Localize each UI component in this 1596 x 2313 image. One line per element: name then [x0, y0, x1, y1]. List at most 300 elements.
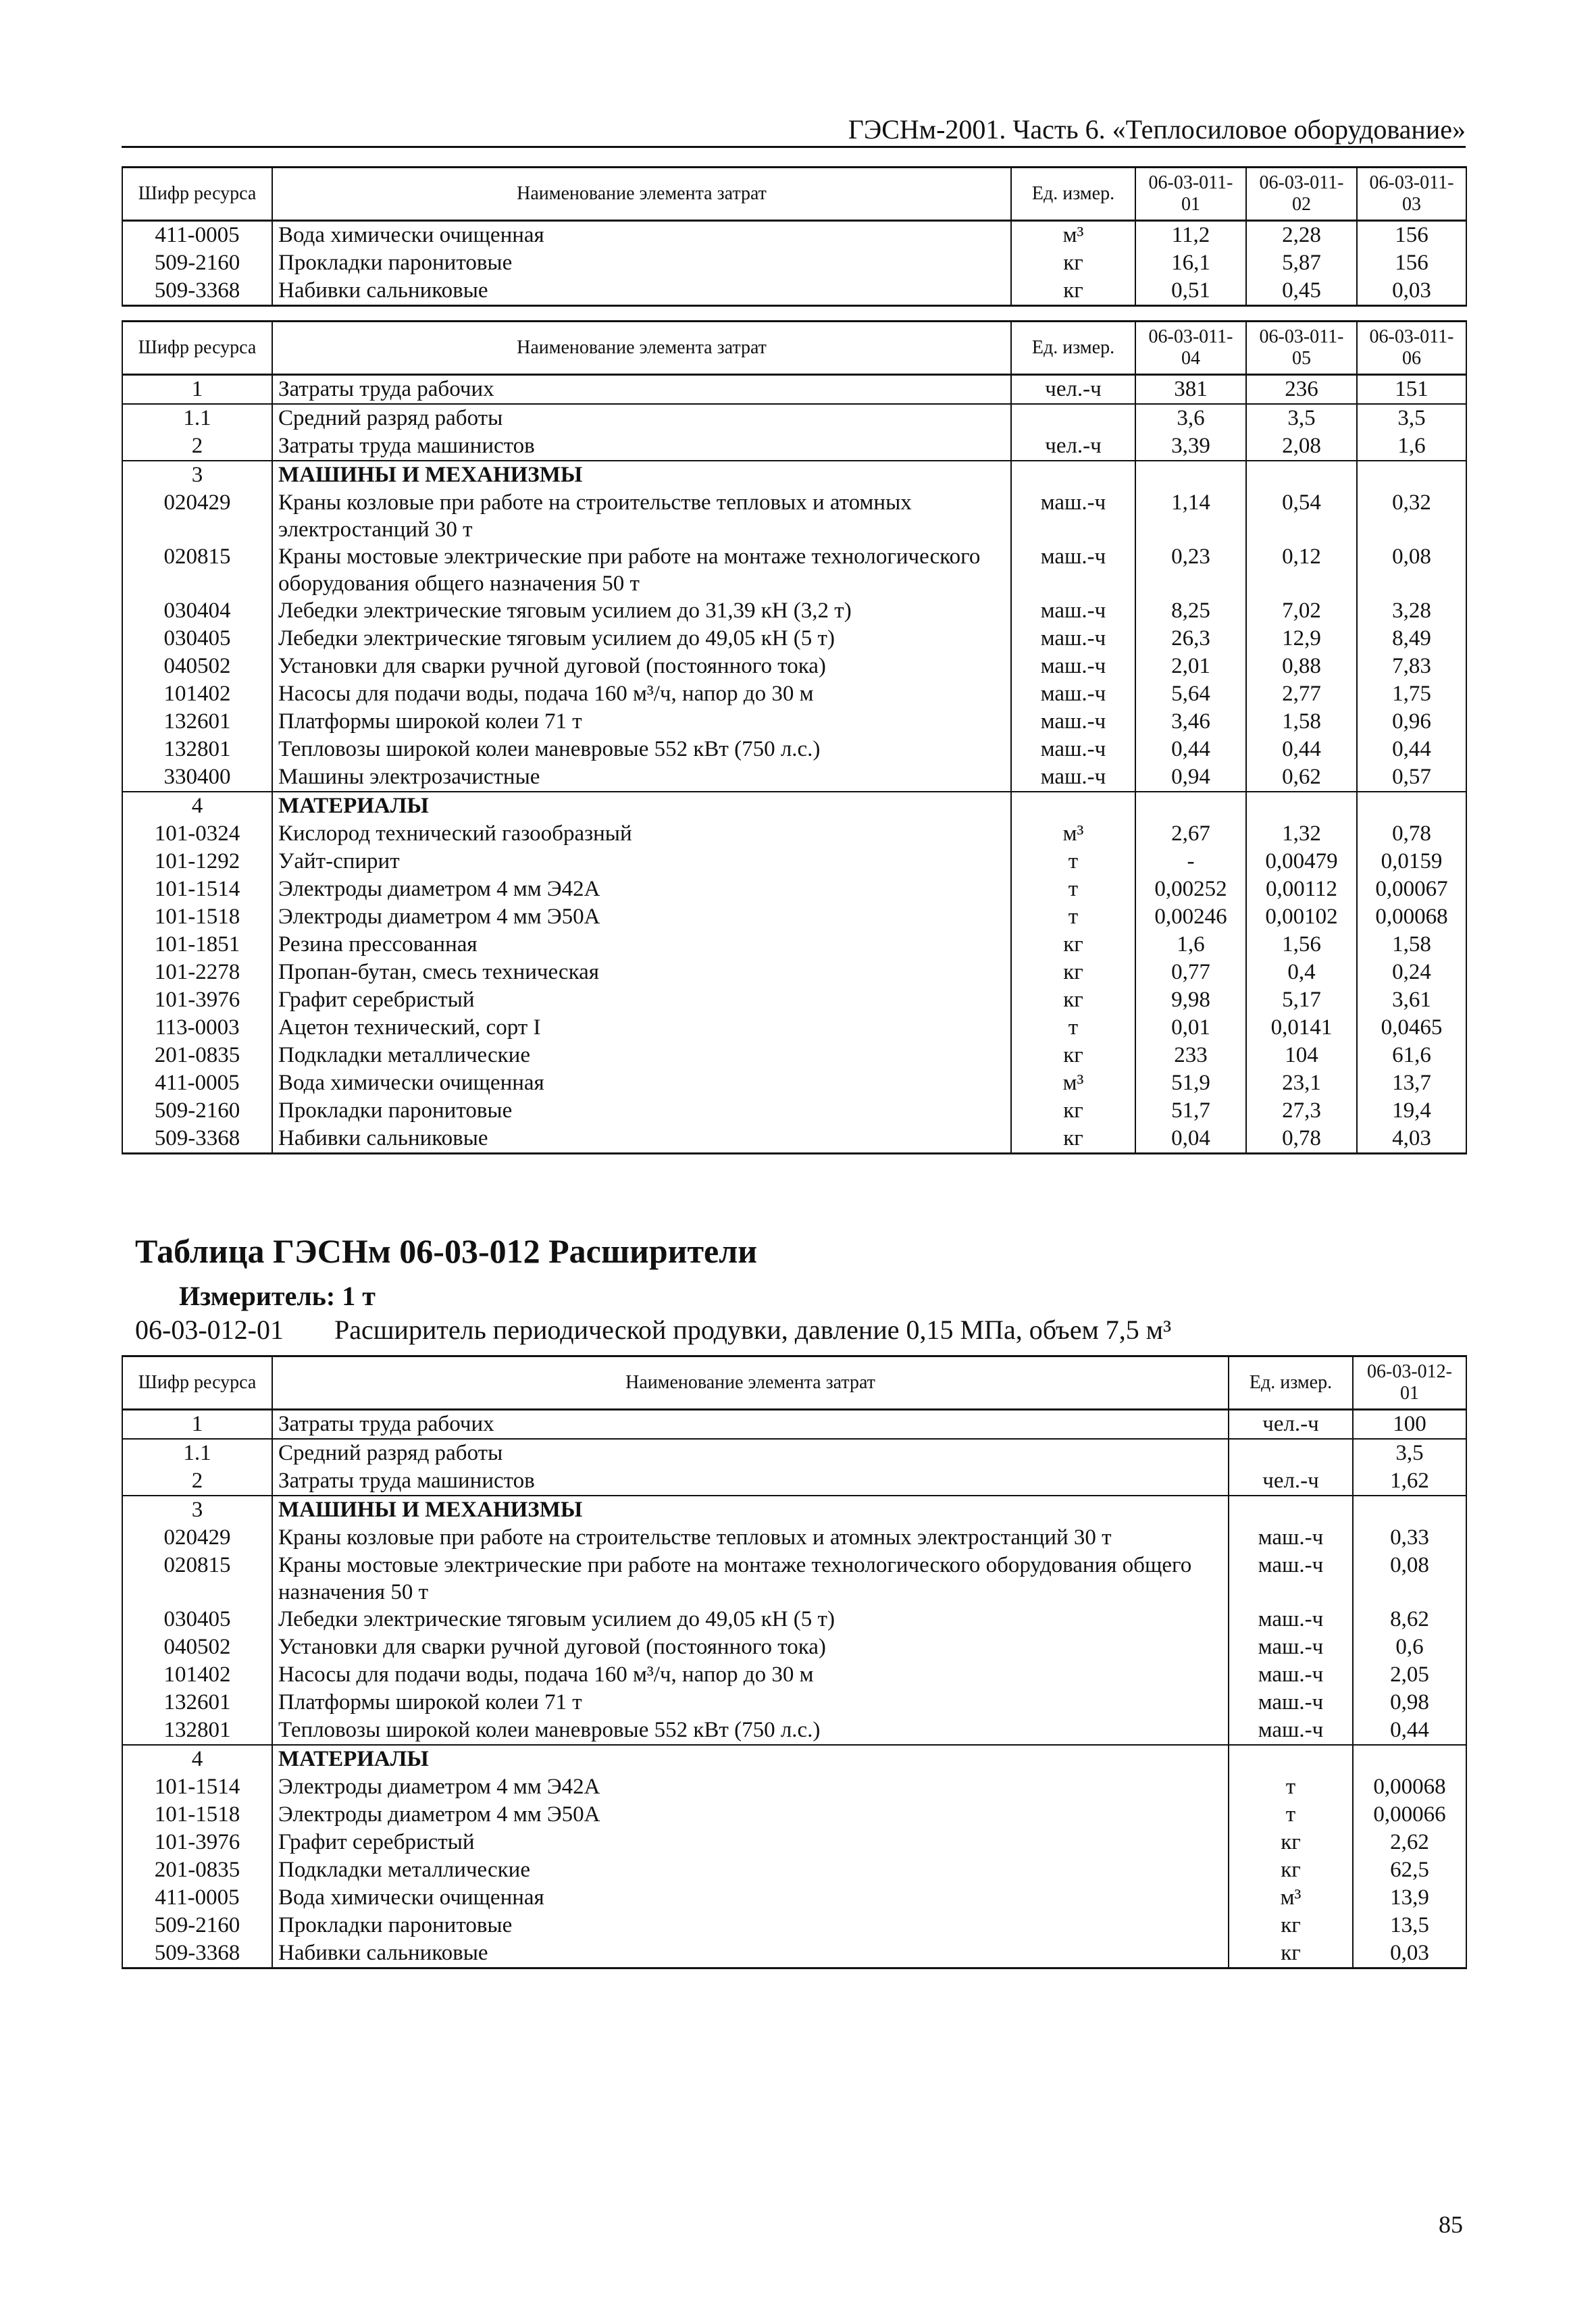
cell-name: Вода химически очищенная: [272, 1069, 1011, 1097]
cell-value: 0,0141: [1246, 1014, 1357, 1042]
cell-name: Платформы широкой колеи 71 т: [272, 708, 1011, 736]
table-row: [122, 903, 1466, 931]
column-header-code: Шифр ресурса: [122, 322, 272, 375]
cell-name: Электроды диаметром 4 мм Э42А: [272, 1773, 1229, 1801]
cell-name: Тепловозы широкой колеи маневровые 552 кВт (750 л.с.): [272, 1717, 1229, 1745]
cell-name: Прокладки паронитовые: [272, 1097, 1011, 1125]
cell-value: 62,5: [1353, 1856, 1466, 1884]
cell-code: 101-1518: [122, 1801, 272, 1829]
cell-name: Кислород технический газообразный: [272, 820, 1011, 848]
table-row: [122, 1606, 1466, 1633]
column-header-rate: 06-03-011-03: [1357, 168, 1466, 221]
cell-unit: т: [1011, 903, 1135, 931]
cell-value: 3,5: [1246, 404, 1357, 432]
column-header-code: Шифр ресурса: [122, 168, 272, 221]
cell-name: Прокладки паронитовые: [272, 1912, 1229, 1939]
cell-name: Графит серебристый: [272, 986, 1011, 1014]
cell-value: 27,3: [1246, 1097, 1357, 1125]
cell-unit: чел.-ч: [1011, 375, 1135, 405]
cell-value: 9,98: [1135, 986, 1246, 1014]
table-row: [122, 1773, 1466, 1801]
cell-unit: [1011, 461, 1135, 489]
table-row: [122, 959, 1466, 986]
cell-code: 411-0005: [122, 1884, 272, 1912]
table-row: [122, 1829, 1466, 1856]
cell-value: 0,03: [1353, 1939, 1466, 1968]
cell-code: 201-0835: [122, 1042, 272, 1069]
cell-value: 51,7: [1135, 1097, 1246, 1125]
cell-unit: чел.-ч: [1229, 1410, 1353, 1440]
column-header-code: Шифр ресурса: [122, 1356, 272, 1410]
cell-value: 1,62: [1353, 1467, 1466, 1496]
cell-value: 5,87: [1246, 249, 1357, 277]
page-number: 85: [1439, 2211, 1463, 2238]
cell-value: 0,44: [1357, 736, 1466, 763]
table-row: [122, 1939, 1466, 1968]
cell-value: 12,9: [1246, 625, 1357, 653]
cell-value: 3,61: [1357, 986, 1466, 1014]
table-row: [122, 543, 1466, 597]
cell-name: МАШИНЫ И МЕХАНИЗМЫ: [272, 461, 1011, 489]
cell-name: Насосы для подачи воды, подача 160 м³/ч, напор до 30 м: [272, 680, 1011, 708]
cell-name: Вода химически очищенная: [272, 1884, 1229, 1912]
table-title: Таблица ГЭСНм 06-03-012 Расширители: [135, 1232, 758, 1270]
table-row: [122, 1125, 1466, 1154]
cell-value: 0,00068: [1357, 903, 1466, 931]
table-row: [122, 1439, 1466, 1467]
cell-unit: маш.-ч: [1229, 1689, 1353, 1717]
cell-value: 0,78: [1246, 1125, 1357, 1154]
cell-name: МАТЕРИАЛЫ: [272, 1745, 1229, 1773]
cell-value: 236: [1246, 375, 1357, 405]
header-row: [122, 168, 1466, 221]
cell-value: 0,0159: [1357, 848, 1466, 875]
cell-value: 2,05: [1353, 1661, 1466, 1689]
cell-value: 0,00067: [1357, 875, 1466, 903]
cell-value: 0,51: [1135, 277, 1246, 306]
table-row: [122, 931, 1466, 959]
cell-unit: маш.-ч: [1229, 1552, 1353, 1606]
cell-unit: кг: [1229, 1829, 1353, 1856]
cell-value: 1,56: [1246, 931, 1357, 959]
column-header-unit: Ед. измер.: [1011, 322, 1135, 375]
cell-unit: чел.-ч: [1011, 432, 1135, 461]
cell-code: 1: [122, 375, 272, 405]
cell-value: 3,39: [1135, 432, 1246, 461]
table-row: [122, 1801, 1466, 1829]
cell-unit: [1229, 1745, 1353, 1773]
cell-code: 509-2160: [122, 1097, 272, 1125]
cell-value: 0,03: [1357, 277, 1466, 306]
cell-value: 1,75: [1357, 680, 1466, 708]
cell-value: 11,2: [1135, 221, 1246, 250]
cell-value: 8,25: [1135, 597, 1246, 625]
cell-code: 020815: [122, 1552, 272, 1606]
cell-unit: чел.-ч: [1229, 1467, 1353, 1496]
cell-code: 113-0003: [122, 1014, 272, 1042]
cell-value: 2,28: [1246, 221, 1357, 250]
cell-code: 2: [122, 432, 272, 461]
cell-value: 3,46: [1135, 708, 1246, 736]
cell-unit: маш.-ч: [1011, 597, 1135, 625]
cell-name: Платформы широкой колеи 71 т: [272, 1689, 1229, 1717]
cell-value: 8,49: [1357, 625, 1466, 653]
cell-value: 0,00102: [1246, 903, 1357, 931]
cell-code: 101-0324: [122, 820, 272, 848]
cell-code: 020815: [122, 543, 272, 597]
column-header-unit: Ед. измер.: [1229, 1356, 1353, 1410]
cell-name: Машины электрозачистные: [272, 763, 1011, 792]
cell-value: [1246, 461, 1357, 489]
cell-unit: кг: [1011, 1097, 1135, 1125]
cell-value: 1,6: [1357, 432, 1466, 461]
cell-value: 0,6: [1353, 1633, 1466, 1661]
table-row: [122, 1689, 1466, 1717]
cell-value: 2,62: [1353, 1829, 1466, 1856]
cell-name: Электроды диаметром 4 мм Э50А: [272, 903, 1011, 931]
cell-value: 1,32: [1246, 820, 1357, 848]
table-row: [122, 221, 1466, 250]
cell-value: 13,7: [1357, 1069, 1466, 1097]
cell-value: 2,08: [1246, 432, 1357, 461]
table-row: [122, 1552, 1466, 1606]
cell-value: 156: [1357, 249, 1466, 277]
cell-value: 0,00252: [1135, 875, 1246, 903]
cell-value: 7,02: [1246, 597, 1357, 625]
cell-value: 1,58: [1246, 708, 1357, 736]
cell-value: [1353, 1496, 1466, 1524]
cell-name: Лебедки электрические тяговым усилием до 49,05 кН (5 т): [272, 1606, 1229, 1633]
cell-code: 132601: [122, 1689, 272, 1717]
cell-code: 101-1292: [122, 848, 272, 875]
cell-unit: м³: [1011, 1069, 1135, 1097]
cell-value: 0,08: [1357, 543, 1466, 597]
cell-unit: кг: [1011, 277, 1135, 306]
cell-value: [1135, 461, 1246, 489]
cell-name: Прокладки паронитовые: [272, 249, 1011, 277]
table-row: [122, 1097, 1466, 1125]
table-row: [122, 1912, 1466, 1939]
cell-value: 0,00479: [1246, 848, 1357, 875]
meter-label: Измеритель: 1 т: [179, 1281, 376, 1311]
table-row: [122, 1496, 1466, 1524]
cell-unit: маш.-ч: [1011, 736, 1135, 763]
table-row: [122, 653, 1466, 680]
table-row: [122, 986, 1466, 1014]
cell-value: 2,01: [1135, 653, 1246, 680]
cell-value: [1357, 461, 1466, 489]
cell-unit: маш.-ч: [1229, 1524, 1353, 1552]
cell-code: 040502: [122, 653, 272, 680]
cell-value: 0,45: [1246, 277, 1357, 306]
cell-value: 13,9: [1353, 1884, 1466, 1912]
cell-value: 5,64: [1135, 680, 1246, 708]
cell-code: 411-0005: [122, 1069, 272, 1097]
cell-unit: кг: [1011, 931, 1135, 959]
cell-name: Тепловозы широкой колеи маневровые 552 кВт (750 л.с.): [272, 736, 1011, 763]
cell-code: 101-1514: [122, 875, 272, 903]
table-row: [122, 792, 1466, 820]
cell-unit: маш.-ч: [1011, 625, 1135, 653]
table-row: [122, 1524, 1466, 1552]
cell-unit: маш.-ч: [1011, 543, 1135, 597]
header-rule: [122, 146, 1466, 148]
table-row: [122, 680, 1466, 708]
cell-value: [1246, 792, 1357, 820]
cell-value: 3,6: [1135, 404, 1246, 432]
cell-name: Лебедки электрические тяговым усилием до 31,39 кН (3,2 т): [272, 597, 1011, 625]
cell-name: Пропан-бутан, смесь техническая: [272, 959, 1011, 986]
column-header-name: Наименование элемента затрат: [272, 168, 1011, 221]
cell-code: 509-3368: [122, 1939, 272, 1968]
cell-unit: кг: [1229, 1912, 1353, 1939]
table-row: [122, 820, 1466, 848]
table-row: [122, 461, 1466, 489]
cell-value: 3,5: [1353, 1439, 1466, 1467]
running-header: ГЭСНм-2001. Часть 6. «Теплосиловое оборудование»: [848, 114, 1466, 145]
cell-unit: маш.-ч: [1229, 1633, 1353, 1661]
table-row: [122, 597, 1466, 625]
cell-value: 0,78: [1357, 820, 1466, 848]
resource-table-011-04-06: [122, 320, 1467, 1154]
table-row: [122, 1745, 1466, 1773]
table-row: [122, 875, 1466, 903]
cell-value: 233: [1135, 1042, 1246, 1069]
cell-name: Графит серебристый: [272, 1829, 1229, 1856]
cell-code: 4: [122, 1745, 272, 1773]
cell-value: 104: [1246, 1042, 1357, 1069]
cell-name: Вода химически очищенная: [272, 221, 1011, 250]
cell-name: Затраты труда рабочих: [272, 1410, 1229, 1440]
cell-value: 2,77: [1246, 680, 1357, 708]
table-row: [122, 249, 1466, 277]
cell-unit: т: [1011, 1014, 1135, 1042]
cell-name: Резина прессованная: [272, 931, 1011, 959]
cell-code: 030405: [122, 625, 272, 653]
table-row: [122, 1069, 1466, 1097]
column-header-rate: 06-03-012-01: [1353, 1356, 1466, 1410]
cell-value: -: [1135, 848, 1246, 875]
cell-name: Лебедки электрические тяговым усилием до 49,05 кН (5 т): [272, 625, 1011, 653]
cell-name: Насосы для подачи воды, подача 160 м³/ч, напор до 30 м: [272, 1661, 1229, 1689]
resource-table-011-01-03: [122, 166, 1467, 307]
cell-unit: кг: [1011, 959, 1135, 986]
cell-value: 13,5: [1353, 1912, 1466, 1939]
cell-unit: т: [1229, 1801, 1353, 1829]
item-desc: Расширитель периодической продувки, давление 0,15 МПа, объем 7,5 м³: [334, 1315, 1172, 1345]
table-body: [122, 168, 1466, 306]
cell-value: 51,9: [1135, 1069, 1246, 1097]
column-header-name: Наименование элемента затрат: [272, 322, 1011, 375]
cell-code: 1.1: [122, 1439, 272, 1467]
cell-unit: маш.-ч: [1229, 1717, 1353, 1745]
cell-value: 0,00066: [1353, 1801, 1466, 1829]
cell-unit: кг: [1011, 249, 1135, 277]
cell-value: 26,3: [1135, 625, 1246, 653]
cell-unit: маш.-ч: [1229, 1606, 1353, 1633]
cell-value: 0,00246: [1135, 903, 1246, 931]
cell-value: 0,44: [1246, 736, 1357, 763]
item-description: [135, 1314, 1171, 1346]
cell-value: 0,4: [1246, 959, 1357, 986]
cell-code: 020429: [122, 1524, 272, 1552]
cell-name: Подкладки металлические: [272, 1856, 1229, 1884]
cell-code: 509-3368: [122, 277, 272, 306]
column-header-rate: 06-03-011-06: [1357, 322, 1466, 375]
column-header-rate: 06-03-011-04: [1135, 322, 1246, 375]
cell-code: 509-3368: [122, 1125, 272, 1154]
cell-code: 3: [122, 461, 272, 489]
cell-code: 132801: [122, 1717, 272, 1745]
cell-unit: маш.-ч: [1011, 680, 1135, 708]
cell-value: 19,4: [1357, 1097, 1466, 1125]
cell-value: [1353, 1745, 1466, 1773]
cell-code: 030404: [122, 597, 272, 625]
cell-code: 101-2278: [122, 959, 272, 986]
cell-name: Набивки сальниковые: [272, 1125, 1011, 1154]
cell-value: 61,6: [1357, 1042, 1466, 1069]
cell-code: 132801: [122, 736, 272, 763]
cell-name: Краны козловые при работе на строительстве тепловых и атомных электростанций 30 т: [272, 1524, 1229, 1552]
cell-code: 101-1514: [122, 1773, 272, 1801]
cell-unit: т: [1229, 1773, 1353, 1801]
header-row: [122, 1356, 1466, 1410]
table-row: [122, 848, 1466, 875]
cell-name: МАШИНЫ И МЕХАНИЗМЫ: [272, 1496, 1229, 1524]
cell-value: 3,28: [1357, 597, 1466, 625]
table-row: [122, 708, 1466, 736]
cell-value: [1357, 792, 1466, 820]
cell-unit: кг: [1011, 1125, 1135, 1154]
cell-name: Электроды диаметром 4 мм Э50А: [272, 1801, 1229, 1829]
cell-value: 5,17: [1246, 986, 1357, 1014]
cell-name: Электроды диаметром 4 мм Э42А: [272, 875, 1011, 903]
cell-name: Средний разряд работы: [272, 1439, 1229, 1467]
table-row: [122, 625, 1466, 653]
column-header-rate: 06-03-011-01: [1135, 168, 1246, 221]
cell-code: 509-2160: [122, 249, 272, 277]
cell-value: 0,44: [1135, 736, 1246, 763]
cell-unit: кг: [1229, 1856, 1353, 1884]
cell-value: 0,96: [1357, 708, 1466, 736]
cell-value: 0,54: [1246, 489, 1357, 543]
table-row: [122, 1717, 1466, 1745]
cell-code: 101-1518: [122, 903, 272, 931]
cell-name: МАТЕРИАЛЫ: [272, 792, 1011, 820]
cell-value: 8,62: [1353, 1606, 1466, 1633]
cell-value: 0,88: [1246, 653, 1357, 680]
cell-name: Краны мостовые электрические при работе на монтаже технологического оборудования общего назначения 50 т: [272, 543, 1011, 597]
table-row: [122, 736, 1466, 763]
cell-code: 330400: [122, 763, 272, 792]
cell-value: 7,83: [1357, 653, 1466, 680]
cell-code: 4: [122, 792, 272, 820]
table-row: [122, 432, 1466, 461]
column-header-rate: 06-03-011-02: [1246, 168, 1357, 221]
cell-name: Установки для сварки ручной дуговой (постоянного тока): [272, 1633, 1229, 1661]
cell-code: 2: [122, 1467, 272, 1496]
cell-value: 156: [1357, 221, 1466, 250]
cell-unit: маш.-ч: [1011, 489, 1135, 543]
cell-unit: м³: [1229, 1884, 1353, 1912]
cell-value: 3,5: [1357, 404, 1466, 432]
cell-value: 1,14: [1135, 489, 1246, 543]
cell-value: 1,58: [1357, 931, 1466, 959]
cell-value: 0,24: [1357, 959, 1466, 986]
column-header-unit: Ед. измер.: [1011, 168, 1135, 221]
column-header-name: Наименование элемента затрат: [272, 1356, 1229, 1410]
table-row: [122, 489, 1466, 543]
cell-unit: маш.-ч: [1011, 708, 1135, 736]
cell-code: 411-0005: [122, 221, 272, 250]
cell-code: 020429: [122, 489, 272, 543]
cell-value: 0,98: [1353, 1689, 1466, 1717]
cell-name: Затраты труда машинистов: [272, 1467, 1229, 1496]
table-row: [122, 1410, 1466, 1440]
table-body: [122, 322, 1466, 1154]
cell-name: Ацетон технический, сорт I: [272, 1014, 1011, 1042]
cell-value: 0,0465: [1357, 1014, 1466, 1042]
cell-name: Краны козловые при работе на строительстве тепловых и атомных электростанций 30 т: [272, 489, 1011, 543]
cell-value: 0,44: [1353, 1717, 1466, 1745]
cell-unit: м³: [1011, 221, 1135, 250]
cell-unit: т: [1011, 875, 1135, 903]
cell-code: 101-3976: [122, 1829, 272, 1856]
cell-value: 2,67: [1135, 820, 1246, 848]
cell-value: 23,1: [1246, 1069, 1357, 1097]
table-row: [122, 1633, 1466, 1661]
cell-value: 0,57: [1357, 763, 1466, 792]
cell-unit: маш.-ч: [1011, 653, 1135, 680]
cell-value: 0,77: [1135, 959, 1246, 986]
table-row: [122, 1661, 1466, 1689]
cell-code: 101402: [122, 680, 272, 708]
resource-table-012-01: [122, 1355, 1467, 1969]
cell-name: Краны мостовые электрические при работе на монтаже технологического оборудования общего назначения 50 т: [272, 1552, 1229, 1606]
cell-value: 0,94: [1135, 763, 1246, 792]
cell-unit: [1229, 1496, 1353, 1524]
cell-value: 0,33: [1353, 1524, 1466, 1552]
table-row: [122, 1042, 1466, 1069]
cell-code: 1: [122, 1410, 272, 1440]
table-row: [122, 1467, 1466, 1496]
cell-value: 16,1: [1135, 249, 1246, 277]
cell-code: 132601: [122, 708, 272, 736]
cell-value: 0,23: [1135, 543, 1246, 597]
cell-code: 030405: [122, 1606, 272, 1633]
table-row: [122, 277, 1466, 306]
cell-name: Средний разряд работы: [272, 404, 1011, 432]
cell-value: 0,62: [1246, 763, 1357, 792]
cell-unit: маш.-ч: [1229, 1661, 1353, 1689]
cell-value: 381: [1135, 375, 1246, 405]
cell-name: Набивки сальниковые: [272, 1939, 1229, 1968]
table-row: [122, 1884, 1466, 1912]
cell-code: 509-2160: [122, 1912, 272, 1939]
cell-code: 101402: [122, 1661, 272, 1689]
cell-value: 4,03: [1357, 1125, 1466, 1154]
cell-code: 101-1851: [122, 931, 272, 959]
cell-unit: [1229, 1439, 1353, 1467]
table-row: [122, 375, 1466, 405]
cell-value: 0,01: [1135, 1014, 1246, 1042]
header-row: [122, 322, 1466, 375]
cell-name: Подкладки металлические: [272, 1042, 1011, 1069]
column-header-rate: 06-03-011-05: [1246, 322, 1357, 375]
table-row: [122, 1014, 1466, 1042]
cell-value: 0,08: [1353, 1552, 1466, 1606]
cell-code: 201-0835: [122, 1856, 272, 1884]
